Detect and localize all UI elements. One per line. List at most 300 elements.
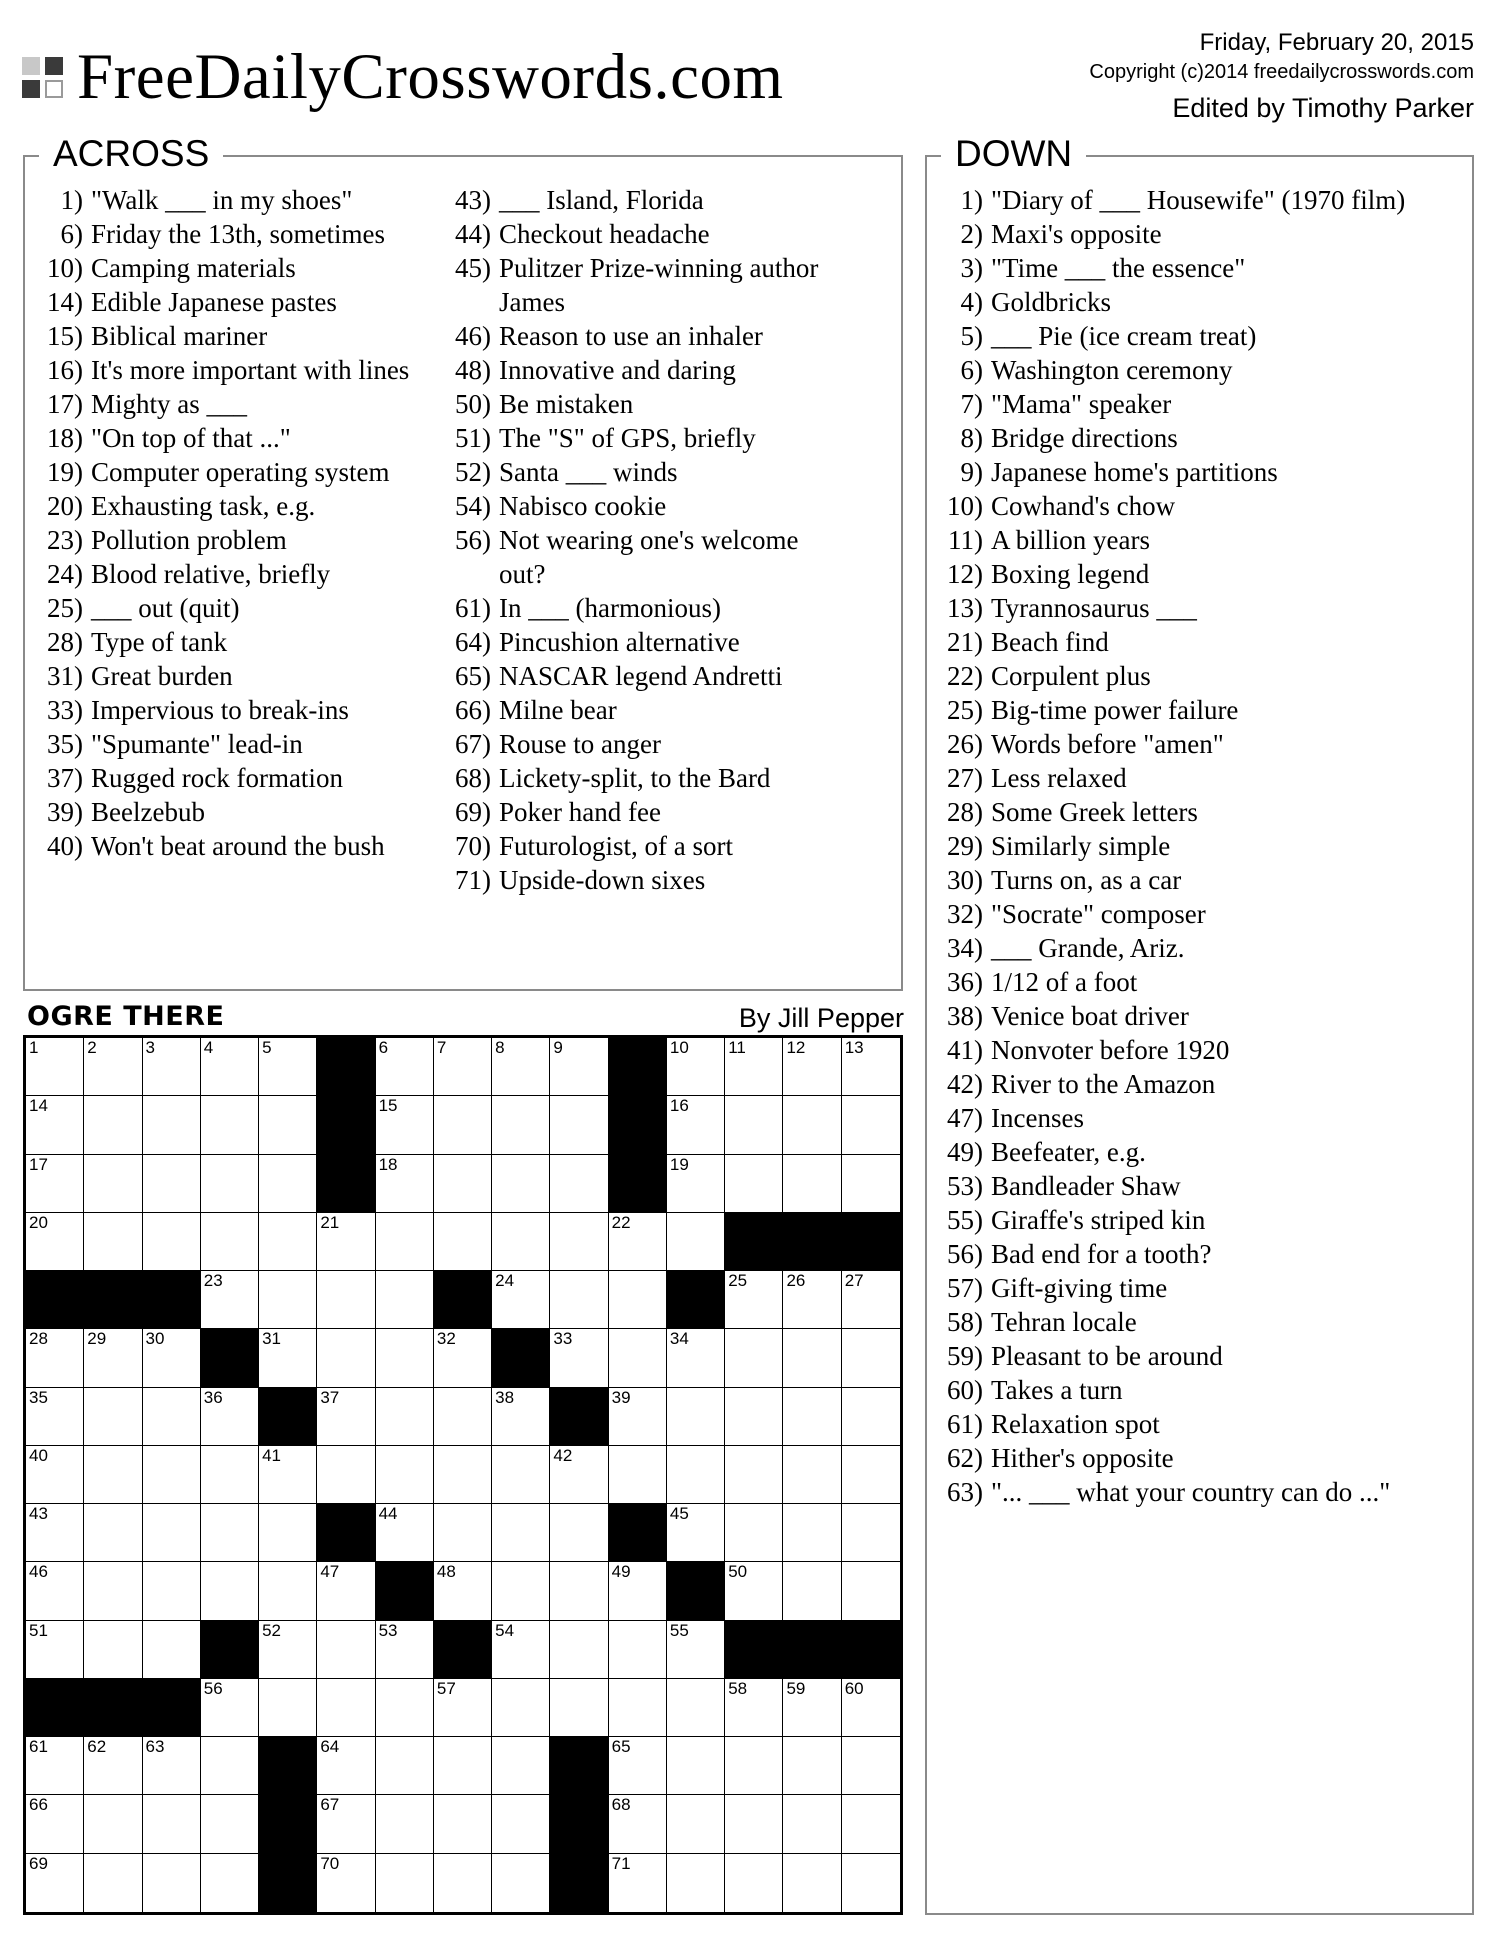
- clue-number: 31): [47, 661, 83, 691]
- grid-cell[interactable]: [842, 1795, 900, 1853]
- grid-cell[interactable]: [201, 1737, 259, 1795]
- grid-cell[interactable]: [550, 1621, 608, 1679]
- grid-cell[interactable]: [667, 1737, 725, 1795]
- clue-text: Venice boat driver: [991, 1001, 1189, 1031]
- cell-number: 35: [29, 1387, 48, 1407]
- grid-cell[interactable]: [492, 1038, 550, 1096]
- grid-cell[interactable]: [201, 1213, 259, 1271]
- grid-cell[interactable]: [84, 1096, 142, 1154]
- down-column: [947, 183, 1472, 1509]
- clue-number: 36): [947, 967, 983, 997]
- grid-cell[interactable]: [492, 1446, 550, 1504]
- cell-number: 33: [553, 1329, 573, 1349]
- grid-cell[interactable]: [842, 1155, 900, 1213]
- grid-cell[interactable]: [201, 1795, 259, 1853]
- grid-cell[interactable]: [725, 1271, 783, 1329]
- grid-cell[interactable]: [201, 1271, 259, 1329]
- grid-cell[interactable]: [143, 1446, 201, 1504]
- grid-cell[interactable]: [842, 1038, 900, 1096]
- clue-item: [947, 421, 1472, 455]
- clue-text: "Walk ___ in my shoes": [91, 185, 353, 215]
- grid-cell[interactable]: [783, 1271, 841, 1329]
- clue-text: ___ out (quit): [91, 593, 240, 623]
- black-square: [725, 1621, 783, 1679]
- clue-number: 35): [47, 729, 83, 759]
- black-square: [842, 1213, 900, 1271]
- clue-item: [947, 455, 1472, 489]
- grid-cell[interactable]: [667, 1504, 725, 1562]
- clue-text: "... ___ what your country can do ...": [991, 1477, 1391, 1507]
- clue-number: 18): [47, 423, 83, 453]
- clue-item: [47, 693, 467, 727]
- grid-cell[interactable]: [317, 1562, 375, 1620]
- grid-cell[interactable]: [725, 1679, 783, 1737]
- grid-cell[interactable]: [84, 1388, 142, 1446]
- grid-cell[interactable]: [143, 1795, 201, 1853]
- grid-cell[interactable]: [609, 1737, 667, 1795]
- clue-number: 4): [960, 287, 983, 317]
- cell-number: 7: [436, 1038, 447, 1057]
- clue-item: [947, 1169, 1472, 1203]
- grid-cell[interactable]: [259, 1446, 317, 1504]
- grid-cell[interactable]: [842, 1388, 900, 1446]
- grid-cell[interactable]: [143, 1562, 201, 1620]
- cell-number: 39: [611, 1387, 631, 1407]
- clue-number: 45): [455, 253, 491, 283]
- grid-cell[interactable]: [84, 1155, 142, 1213]
- clue-text: Big-time power failure: [991, 695, 1239, 725]
- grid-cell[interactable]: [376, 1271, 434, 1329]
- clue-number: 49): [947, 1137, 983, 1167]
- grid-cell[interactable]: [492, 1388, 550, 1446]
- grid-cell[interactable]: [143, 1504, 201, 1562]
- grid-cell[interactable]: [143, 1096, 201, 1154]
- cell-number: 47: [320, 1562, 340, 1582]
- clue-item: [947, 625, 1472, 659]
- cell-number: 11: [728, 1038, 746, 1057]
- grid-cell[interactable]: [842, 1271, 900, 1329]
- grid-cell[interactable]: [667, 1854, 725, 1912]
- cell-number: 44: [378, 1504, 398, 1524]
- grid-cell[interactable]: [550, 1562, 608, 1620]
- cell-number: 58: [728, 1678, 748, 1698]
- grid-cell[interactable]: [259, 1271, 317, 1329]
- grid-cell[interactable]: [434, 1854, 492, 1912]
- grid-cell[interactable]: [26, 1562, 84, 1620]
- grid-cell[interactable]: [376, 1679, 434, 1737]
- grid-cell[interactable]: [376, 1795, 434, 1853]
- grid-cell[interactable]: [434, 1504, 492, 1562]
- grid-cell[interactable]: [492, 1271, 550, 1329]
- clue-text: Incenses: [991, 1103, 1084, 1133]
- grid-cell[interactable]: [84, 1621, 142, 1679]
- clue-number: 57): [947, 1273, 983, 1303]
- grid-cell[interactable]: [842, 1737, 900, 1795]
- grid-cell[interactable]: [842, 1096, 900, 1154]
- grid-cell[interactable]: [376, 1388, 434, 1446]
- grid-cell[interactable]: [492, 1679, 550, 1737]
- grid-cell[interactable]: [667, 1621, 725, 1679]
- clue-number: 48): [455, 355, 491, 385]
- grid-cell[interactable]: [842, 1329, 900, 1387]
- grid-cell[interactable]: [26, 1155, 84, 1213]
- cell-number: 25: [728, 1271, 748, 1291]
- grid-cell[interactable]: [376, 1854, 434, 1912]
- grid-cell[interactable]: [201, 1854, 259, 1912]
- grid-cell[interactable]: [376, 1737, 434, 1795]
- grid-cell[interactable]: [317, 1213, 375, 1271]
- cell-number: 38: [495, 1387, 515, 1407]
- grid-cell[interactable]: [609, 1679, 667, 1737]
- grid-cell[interactable]: [550, 1446, 608, 1504]
- grid-cell[interactable]: [143, 1329, 201, 1387]
- clue-text: Reason to use an inhaler: [499, 321, 763, 351]
- grid-cell[interactable]: [259, 1155, 317, 1213]
- cell-number: 9: [553, 1038, 563, 1057]
- cell-number: 3: [145, 1038, 155, 1057]
- grid-cell[interactable]: [26, 1504, 84, 1562]
- cell-number: 26: [786, 1271, 806, 1291]
- grid-cell[interactable]: [550, 1038, 608, 1096]
- cell-number: 4: [203, 1038, 214, 1057]
- grid-cell[interactable]: [667, 1213, 725, 1271]
- clue-text: Type of tank: [91, 627, 228, 657]
- black-square: [434, 1621, 492, 1679]
- clue-item: [455, 183, 875, 217]
- grid-cell[interactable]: [434, 1737, 492, 1795]
- grid-cell[interactable]: [317, 1446, 375, 1504]
- clue-number: 6): [960, 355, 983, 385]
- grid-cell[interactable]: [143, 1388, 201, 1446]
- clue-number: 6): [60, 219, 83, 249]
- black-square: [492, 1329, 550, 1387]
- grid-cell[interactable]: [609, 1562, 667, 1620]
- grid-cell[interactable]: [609, 1329, 667, 1387]
- grid-cell[interactable]: [725, 1096, 783, 1154]
- grid-cell[interactable]: [84, 1737, 142, 1795]
- grid-cell[interactable]: [317, 1679, 375, 1737]
- grid-cell[interactable]: [842, 1854, 900, 1912]
- clue-item: [47, 489, 467, 523]
- clue-number: 67): [455, 729, 491, 759]
- grid-cell[interactable]: [26, 1329, 84, 1387]
- grid-cell[interactable]: [725, 1446, 783, 1504]
- grid-cell[interactable]: [609, 1854, 667, 1912]
- cell-number: 60: [844, 1678, 864, 1698]
- grid-cell[interactable]: [725, 1795, 783, 1853]
- grid-cell[interactable]: [259, 1679, 317, 1737]
- grid-cell[interactable]: [842, 1504, 900, 1562]
- grid-cell[interactable]: [842, 1446, 900, 1504]
- grid-cell[interactable]: [492, 1621, 550, 1679]
- clue-text: Washington ceremony: [991, 355, 1233, 385]
- grid-cell[interactable]: [434, 1562, 492, 1620]
- site-logo: [22, 42, 784, 112]
- grid-cell[interactable]: [783, 1679, 841, 1737]
- grid-cell[interactable]: [842, 1562, 900, 1620]
- grid-cell[interactable]: [550, 1213, 608, 1271]
- grid-cell[interactable]: [26, 1213, 84, 1271]
- grid-cell[interactable]: [725, 1155, 783, 1213]
- clue-item: [947, 557, 1472, 591]
- grid-cell[interactable]: [201, 1504, 259, 1562]
- grid-cell[interactable]: [84, 1038, 142, 1096]
- grid-cell[interactable]: [783, 1504, 841, 1562]
- clue-number: 63): [947, 1477, 983, 1507]
- clue-item: [47, 455, 467, 489]
- grid-cell[interactable]: [725, 1737, 783, 1795]
- grid-cell[interactable]: [26, 1038, 84, 1096]
- grid-cell[interactable]: [783, 1155, 841, 1213]
- grid-cell[interactable]: [725, 1504, 783, 1562]
- clue-text: Turns on, as a car: [991, 865, 1182, 895]
- grid-cell[interactable]: [667, 1155, 725, 1213]
- grid-cell[interactable]: [317, 1737, 375, 1795]
- cell-number: 30: [145, 1329, 165, 1349]
- grid-cell[interactable]: [609, 1388, 667, 1446]
- grid-cell[interactable]: [783, 1795, 841, 1853]
- grid-cell[interactable]: [609, 1271, 667, 1329]
- grid-cell[interactable]: [376, 1155, 434, 1213]
- cell-number: 24: [495, 1271, 515, 1291]
- grid-cell[interactable]: [84, 1562, 142, 1620]
- grid-cell[interactable]: [317, 1854, 375, 1912]
- grid-cell[interactable]: [84, 1795, 142, 1853]
- grid-cell[interactable]: [259, 1504, 317, 1562]
- grid-cell[interactable]: [550, 1096, 608, 1154]
- clue-item: [455, 319, 875, 353]
- grid-cell[interactable]: [783, 1737, 841, 1795]
- grid-cell[interactable]: [259, 1329, 317, 1387]
- clue-number: 22): [947, 661, 983, 691]
- clue-item: [947, 965, 1472, 999]
- grid-cell[interactable]: [434, 1795, 492, 1853]
- grid-cell[interactable]: [725, 1854, 783, 1912]
- clue-item: [47, 659, 467, 693]
- grid-cell[interactable]: [317, 1388, 375, 1446]
- grid-cell[interactable]: [434, 1446, 492, 1504]
- grid-cell[interactable]: [376, 1213, 434, 1271]
- grid-cell[interactable]: [492, 1562, 550, 1620]
- grid-cell[interactable]: [84, 1446, 142, 1504]
- grid-cell[interactable]: [492, 1213, 550, 1271]
- grid-cell[interactable]: [550, 1155, 608, 1213]
- clue-text: "On top of that ...": [91, 423, 291, 453]
- grid-cell[interactable]: [201, 1155, 259, 1213]
- crossword-grid[interactable]: [23, 1035, 903, 1915]
- cell-number: 12: [786, 1038, 806, 1057]
- editor-credit: Edited by Timothy Parker: [1172, 93, 1474, 123]
- grid-cell[interactable]: [492, 1854, 550, 1912]
- grid-cell[interactable]: [725, 1562, 783, 1620]
- black-square: [201, 1329, 259, 1387]
- clue-number: 25): [947, 695, 983, 725]
- grid-cell[interactable]: [783, 1388, 841, 1446]
- clue-number: 15): [47, 321, 83, 351]
- clue-text: Some Greek letters: [991, 797, 1198, 827]
- black-square: [783, 1213, 841, 1271]
- clue-number: 20): [47, 491, 83, 521]
- grid-cell[interactable]: [783, 1038, 841, 1096]
- grid-cell[interactable]: [492, 1737, 550, 1795]
- clue-item: [947, 523, 1472, 557]
- grid-cell[interactable]: [143, 1155, 201, 1213]
- clue-number: 66): [455, 695, 491, 725]
- grid-cell[interactable]: [26, 1854, 84, 1912]
- grid-cell[interactable]: [783, 1562, 841, 1620]
- black-square: [376, 1562, 434, 1620]
- grid-cell[interactable]: [84, 1854, 142, 1912]
- grid-cell[interactable]: [550, 1329, 608, 1387]
- puzzle-title: OGRE THERE: [27, 1001, 225, 1032]
- grid-cell[interactable]: [492, 1504, 550, 1562]
- grid-cell[interactable]: [84, 1213, 142, 1271]
- grid-cell[interactable]: [783, 1329, 841, 1387]
- across-column-2: [455, 183, 875, 897]
- clue-item: [947, 1475, 1472, 1509]
- clue-number: 58): [947, 1307, 983, 1337]
- cell-number: 55: [669, 1620, 689, 1640]
- grid-cell[interactable]: [26, 1795, 84, 1853]
- grid-cell[interactable]: [376, 1096, 434, 1154]
- grid-cell[interactable]: [259, 1562, 317, 1620]
- grid-cell[interactable]: [259, 1096, 317, 1154]
- black-square: [550, 1388, 608, 1446]
- grid-cell[interactable]: [492, 1096, 550, 1154]
- clue-item: [947, 1101, 1472, 1135]
- grid-cell[interactable]: [434, 1038, 492, 1096]
- clue-item: [947, 829, 1472, 863]
- grid-cell[interactable]: [317, 1795, 375, 1853]
- grid-cell[interactable]: [143, 1038, 201, 1096]
- grid-cell[interactable]: [143, 1213, 201, 1271]
- cell-number: 21: [320, 1212, 340, 1232]
- grid-cell[interactable]: [609, 1621, 667, 1679]
- grid-cell[interactable]: [667, 1446, 725, 1504]
- cell-number: 19: [669, 1154, 689, 1174]
- grid-cell[interactable]: [492, 1795, 550, 1853]
- grid-cell[interactable]: [201, 1388, 259, 1446]
- grid-cell[interactable]: [434, 1155, 492, 1213]
- clue-item: [947, 1237, 1472, 1271]
- grid-cell[interactable]: [550, 1504, 608, 1562]
- grid-cell[interactable]: [26, 1096, 84, 1154]
- grid-cell[interactable]: [376, 1621, 434, 1679]
- grid-cell[interactable]: [609, 1795, 667, 1853]
- grid-cell[interactable]: [550, 1271, 608, 1329]
- clue-item: [947, 217, 1472, 251]
- clue-item: [947, 285, 1472, 319]
- grid-cell[interactable]: [201, 1562, 259, 1620]
- cell-number: 70: [320, 1853, 340, 1873]
- clue-item: [947, 1305, 1472, 1339]
- clue-number: 34): [947, 933, 983, 963]
- black-square: [317, 1155, 375, 1213]
- grid-cell[interactable]: [783, 1096, 841, 1154]
- clue-item: [947, 1441, 1472, 1475]
- clue-item: [947, 387, 1472, 421]
- grid-cell[interactable]: [783, 1446, 841, 1504]
- clue-text: Won't beat around the bush: [91, 831, 385, 861]
- grid-cell[interactable]: [143, 1854, 201, 1912]
- grid-cell[interactable]: [201, 1096, 259, 1154]
- grid-cell[interactable]: [201, 1446, 259, 1504]
- grid-cell[interactable]: [609, 1213, 667, 1271]
- grid-cell[interactable]: [434, 1388, 492, 1446]
- grid-cell[interactable]: [725, 1329, 783, 1387]
- grid-cell[interactable]: [667, 1038, 725, 1096]
- black-square: [84, 1679, 142, 1737]
- grid-cell[interactable]: [725, 1388, 783, 1446]
- grid-cell[interactable]: [667, 1388, 725, 1446]
- clue-item: [455, 795, 875, 829]
- clue-number: 12): [947, 559, 983, 589]
- grid-cell[interactable]: [376, 1446, 434, 1504]
- grid-cell[interactable]: [376, 1038, 434, 1096]
- grid-cell[interactable]: [317, 1621, 375, 1679]
- grid-cell[interactable]: [434, 1213, 492, 1271]
- grid-cell[interactable]: [201, 1679, 259, 1737]
- grid-cell[interactable]: [550, 1679, 608, 1737]
- grid-cell[interactable]: [143, 1737, 201, 1795]
- grid-cell[interactable]: [434, 1329, 492, 1387]
- cell-number: 10: [669, 1038, 689, 1057]
- grid-cell[interactable]: [842, 1679, 900, 1737]
- grid-cell[interactable]: [434, 1096, 492, 1154]
- grid-cell[interactable]: [376, 1504, 434, 1562]
- cell-number: 6: [378, 1038, 389, 1057]
- grid-cell[interactable]: [667, 1096, 725, 1154]
- grid-cell[interactable]: [201, 1038, 259, 1096]
- grid-cell[interactable]: [783, 1854, 841, 1912]
- grid-cell[interactable]: [667, 1329, 725, 1387]
- cell-number: 57: [436, 1678, 456, 1698]
- grid-cell[interactable]: [26, 1388, 84, 1446]
- grid-cell[interactable]: [667, 1679, 725, 1737]
- black-square: [609, 1096, 667, 1154]
- grid-cell[interactable]: [317, 1329, 375, 1387]
- grid-cell[interactable]: [26, 1621, 84, 1679]
- clue-number: 70): [455, 831, 491, 861]
- grid-cell[interactable]: [434, 1679, 492, 1737]
- grid-cell[interactable]: [667, 1795, 725, 1853]
- grid-cell[interactable]: [376, 1329, 434, 1387]
- grid-cell[interactable]: [609, 1446, 667, 1504]
- grid-cell[interactable]: [492, 1155, 550, 1213]
- grid-cell[interactable]: [84, 1504, 142, 1562]
- copyright-text: Copyright (c)2014 freedailycrosswords.com: [1089, 61, 1474, 83]
- clue-text: Rugged rock formation: [91, 763, 343, 793]
- clue-item: [947, 693, 1472, 727]
- grid-cell[interactable]: [26, 1446, 84, 1504]
- grid-cell[interactable]: [143, 1621, 201, 1679]
- cell-number: 48: [436, 1562, 456, 1582]
- black-square: [26, 1679, 84, 1737]
- clue-number: 33): [47, 695, 83, 725]
- grid-cell[interactable]: [26, 1737, 84, 1795]
- clue-text: In ___ (harmonious): [499, 593, 721, 623]
- black-square: [317, 1096, 375, 1154]
- grid-cell[interactable]: [317, 1271, 375, 1329]
- clue-item: [947, 1339, 1472, 1373]
- clue-number: 19): [47, 457, 83, 487]
- grid-cell[interactable]: [259, 1213, 317, 1271]
- clue-number: 46): [455, 321, 491, 351]
- grid-cell[interactable]: [725, 1038, 783, 1096]
- grid-cell[interactable]: [259, 1621, 317, 1679]
- grid-cell[interactable]: [84, 1329, 142, 1387]
- grid-cell[interactable]: [259, 1038, 317, 1096]
